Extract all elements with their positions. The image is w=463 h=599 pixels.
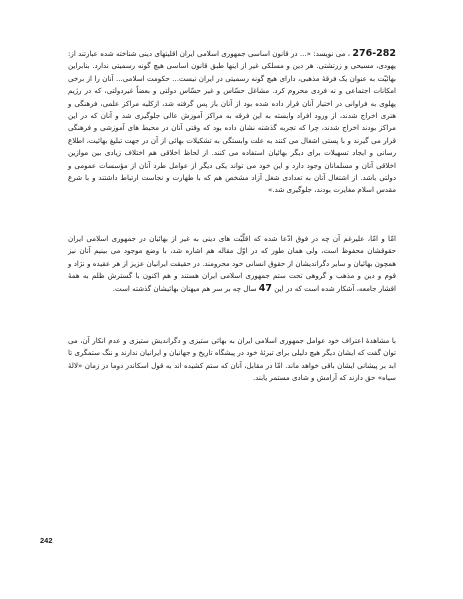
years-count: 47: [258, 282, 273, 294]
page-reference: 276-282: [352, 48, 397, 59]
paragraph-minorities: [68, 233, 396, 295]
paragraph-3-text: با مشاهدهٔ اعتراف خود عوامل جمهوری اسلامی ایران به بهائی ستیزی و دگراندیش ستیزی و عدم انکار آن، می توان گفت که ایشان دیگر هیچ دلیلی برای تبرئهٔ خود در پیشگاه تاریخ و جهانیان و ایرانیان ندارند و ننگ ستمگری تا ابد بر پیشانی ایشان باقی خواهد ماند. امّا در مقابل، آنان که ستم کشیده اند به قول اسکاندر دوما در زمان «لالهٔ سیاه» حق دارند که آرامش و شادی مستمر یابند.: [68, 336, 396, 383]
paragraph-1-text: ، می نویسد: «... در قانون اساسی جمهوری اسلامی ایران اقلیتهای دینی شناخته شده عبارتند از: یهودی، مسیحی و زرتشتی. هر دین و مسلکی غیر از اینها طبق قانون اساسی هیچ گونه رسمیتی ندارد. بنابراین بهائیّت به عنوان یک فرقهٔ مذهبی، دارای هیچ گونه رسمیتی در ایران نیست... حکومت اسلامی... آنان را از برخی امکانات اجتماعی و نه فردی محروم کرد. مشاغل حسّاس و غیر حسّاس دولتی و بعضاً غیردولتی، که در رژیم پهلوی به فراوانی در اختیار آنان قرار داده شده بود از آنان باز پس گرفته شد، ازکلیه مراکز علمی، فرهنگی و هنری اخراج شدند، از ورود افراد وابسته به این فرقه به مراکز آموزش عالی جلوگیری شد و آنان که در این مراکز بودند اخراج شدند، چرا که تجربه گذشته نشان داده بود که وقتی آنان در محیط های آموزشی و فرهنگی قرار می گیرند و با پستی اشغال می کنند به علت وابستگی به تشکیلات بهائی از آن در جهت تبلیغ بهائیت، اطلاع رسانی و ایجاد تسهیلات برای دیگر بهائیان استفاده می کنند. از لحاظ اخلاقی هم اختلاف زیادی بین موازین اخلاقی آنان و مسلمانان وجود دارد و این خود می تواند یکی دیگر از عوامل طرد آنان از مؤسسات عمومی و دولتی باشد. از اشتغال آنان به تعدادی شغل آزاد مشخص هم که با طهارت و نجاست ارتباط داشتند و با شرع مقدس اسلام مغایرت بودند، جلوگیری شد.»: [68, 49, 396, 195]
paragraph-2-text-after: سال چه بر سر هم میهنان بهائیشان گذشته است.: [112, 283, 257, 293]
page-number: 242: [40, 536, 53, 545]
paragraph-conclusion: [68, 335, 396, 385]
paragraph-2-text-before: امّا و امّا، علیرغم آن چه در فوق ادّعا شده که اقلّیّت های دینی به غیر از بهائیان در جمهوری اسلامی ایران حقوقشان محفوظ است، ولی همان طور که در اوّل مقاله هم اشاره شد، با وضع موجود می بینیم آنان نیز همچون بهائیان و سایر دگراندیشان از حقوق انسانی خود محرومند. در حقیقت ایرانیان عزیز از هر عقیده و نژاد و قوم و دین و مذهب و گروهی تحت ستم جمهوری اسلامی ایران هستند و هم اکنون با گسترش ظلم به همهٔ اقشار جامعه، آشکار شده است که در این: [68, 234, 396, 293]
paragraph-citation-quote: [68, 48, 396, 197]
